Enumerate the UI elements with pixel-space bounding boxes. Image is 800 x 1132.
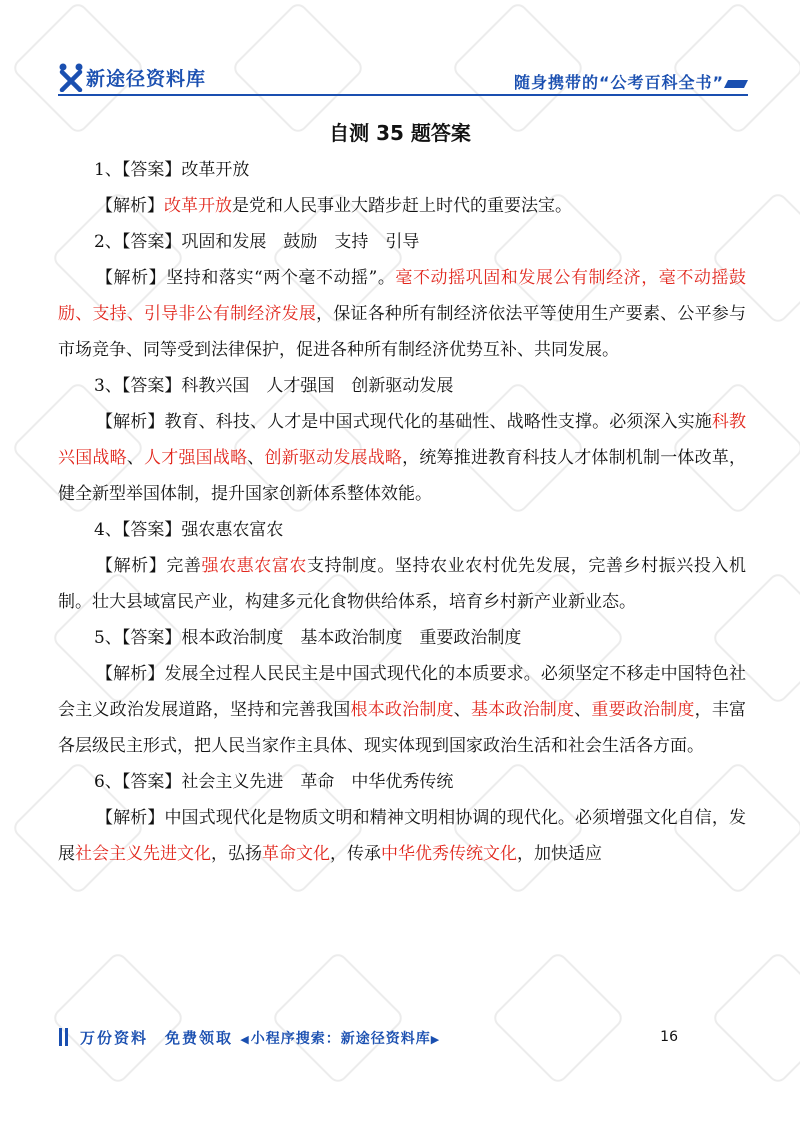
analysis-text: ，保证各种所有制经济依法平等使用生产要素、公平参与市场竞争、同等受到法律保护，促进各种所有制经济优势互补、共同发展。 — [58, 304, 747, 360]
analysis-text: 教育、科技、人才是中国式现代化的基础性、战略性支撑。必须深入实施 — [164, 412, 712, 432]
highlight-text: 创新驱动发展战略 — [264, 448, 403, 468]
highlight-text: 根本政治制度 — [350, 700, 454, 720]
watermark-stamp — [270, 950, 406, 1086]
footer-promo — [80, 1027, 441, 1048]
answer-text: 强农惠农富农 — [181, 520, 284, 540]
answer-line — [58, 224, 746, 260]
answer-line — [58, 764, 746, 800]
highlight-text: 科教兴国战略 — [58, 412, 747, 468]
highlight-text: 毫不动摇巩固和发展公有制经济，毫不动摇鼓励、支持、引导非公有制经济发展 — [58, 268, 747, 324]
analysis-text: ，统筹推进教育科技人才体制机制一体改革，健全新型举国体制，提升国家创新体系整体效能。 — [58, 448, 747, 504]
analysis-text: ，加快适应 — [517, 844, 602, 864]
footer-left-arrow-icon: ◀ — [240, 1033, 251, 1046]
analysis-text: ，弘扬 — [211, 844, 262, 864]
analysis-text: 坚持和落实“两个毫不动摇”。 — [166, 268, 396, 288]
answer-text: 根本政治制度 基本政治制度 重要政治制度 — [181, 628, 522, 648]
slogan-accent-icon — [724, 80, 748, 88]
answer-line — [58, 512, 746, 548]
answer-list — [58, 152, 746, 872]
answer-label: 【答案】 — [121, 376, 182, 396]
analysis-text: 、 — [126, 448, 145, 468]
analysis-text: 发展全过程人民民主是中国式现代化的本质要求。必须坚定不移走中国特色社会主义政治发展道路，坚持和完善我国 — [58, 664, 747, 720]
answer-text: 科教兴国 人才强国 创新驱动发展 — [181, 376, 454, 396]
analysis-text: 、 — [574, 700, 592, 720]
analysis-label: 【解析】 — [96, 556, 167, 576]
analysis-label: 【解析】 — [96, 412, 165, 432]
highlight-text: 基本政治制度 — [470, 700, 575, 720]
highlight-text: 改革开放 — [164, 196, 232, 216]
logo-x-icon — [58, 62, 84, 92]
logo-text: 新途径资料库 — [86, 68, 207, 90]
highlight-text: 社会主义先进文化 — [75, 844, 211, 864]
highlight-text: 人才强国战略 — [144, 448, 248, 468]
answer-label: 【答案】 — [121, 520, 182, 540]
highlight-text: 重要政治制度 — [591, 700, 695, 720]
analysis-paragraph — [58, 656, 746, 764]
question-number: 2、 — [94, 232, 122, 252]
question-number: 5、 — [94, 628, 122, 648]
footer-mini-program: 小程序搜索：新途径资料库 — [250, 1031, 431, 1047]
analysis-paragraph — [58, 548, 746, 620]
page-title: 自测 35 题答案 — [329, 121, 471, 145]
answer-line — [58, 152, 746, 188]
answer-line — [58, 368, 746, 404]
analysis-label: 【解析】 — [96, 196, 164, 216]
answer-label: 【答案】 — [121, 628, 182, 648]
answer-label: 【答案】 — [121, 232, 182, 252]
page-number: 16 — [660, 1029, 678, 1045]
answer-label: 【答案】 — [121, 160, 182, 180]
answer-text: 巩固和发展 鼓励 支持 引导 — [181, 232, 420, 252]
analysis-text: ，传承 — [330, 844, 381, 864]
answer-text: 社会主义先进 革命 中华优秀传统 — [181, 772, 454, 792]
header-divider — [58, 94, 748, 96]
watermark-stamp — [490, 950, 626, 1086]
footer-right-arrow-icon: ▶ — [430, 1033, 442, 1046]
analysis-paragraph — [58, 260, 746, 368]
analysis-label: 【解析】 — [96, 268, 167, 288]
analysis-text: 完善 — [166, 556, 202, 576]
question-number: 3、 — [94, 376, 122, 396]
highlight-text: 中华优秀传统文化 — [381, 844, 517, 864]
analysis-text: 、 — [453, 700, 471, 720]
answer-label: 【答案】 — [121, 772, 182, 792]
analysis-label: 【解析】 — [96, 664, 165, 684]
question-number: 6、 — [94, 772, 122, 792]
analysis-text: 中国式现代化是物质文明和精神文明相协调的现代化。必须增强文化自信，发展 — [58, 808, 747, 864]
header-slogan: 随身携带的“公考百科全书” — [513, 73, 724, 92]
analysis-text: 支持制度。坚持农业农村优先发展，完善乡村振兴投入机制。壮大县域富民产业，构建多元化食物供给体系，培育乡村新产业新业态。 — [58, 556, 747, 612]
highlight-text: 强农惠农富农 — [201, 556, 308, 576]
footer-main-text: 万份资料 免费领取 — [80, 1029, 234, 1047]
analysis-paragraph — [58, 800, 746, 872]
page-header — [58, 60, 748, 96]
question-number: 4、 — [94, 520, 122, 540]
question-number: 1、 — [94, 160, 122, 180]
analysis-text: ，丰富各层级民主形式，把人民当家作主具体、现实体现到国家政治生活和社会生活各方面。 — [58, 700, 747, 756]
highlight-text: 革命文化 — [262, 844, 330, 864]
analysis-text: 、 — [247, 448, 265, 468]
watermark-stamp — [710, 950, 800, 1086]
answer-line — [58, 620, 746, 656]
answer-text: 改革开放 — [181, 160, 250, 180]
analysis-paragraph — [58, 404, 746, 512]
analysis-label: 【解析】 — [96, 808, 165, 828]
analysis-text: 是党和人民事业大踏步赶上时代的重要法宝。 — [232, 196, 572, 216]
footer-bars-icon — [58, 1028, 72, 1046]
analysis-paragraph — [58, 188, 746, 224]
watermark-stamp — [50, 950, 186, 1086]
page-footer — [58, 1025, 748, 1051]
